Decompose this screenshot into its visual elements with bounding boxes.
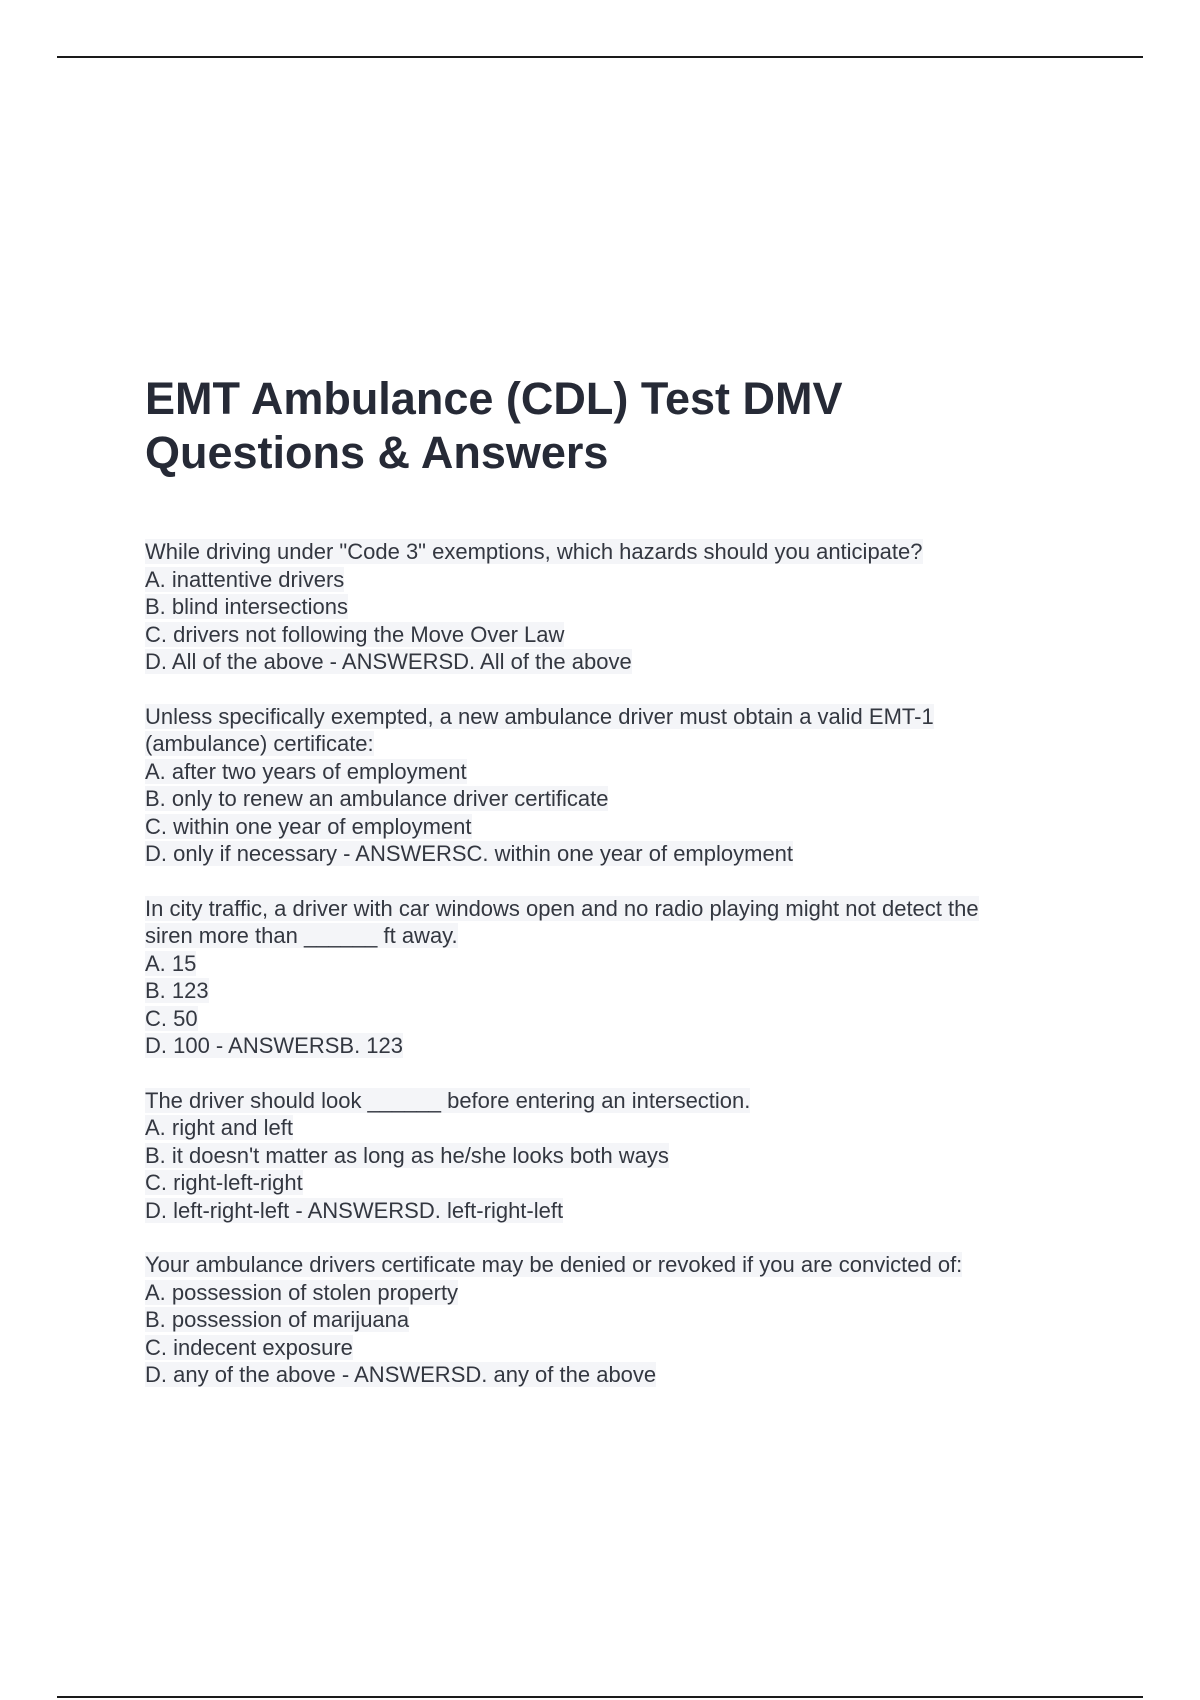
- question-text: In city traffic, a driver with car windows open and no radio playing might not detect the: [145, 895, 979, 921]
- question-block: [145, 1087, 1075, 1225]
- question-list: [145, 538, 1075, 1416]
- answer-option: A. after two years of employment: [145, 758, 467, 784]
- question-block: [145, 895, 1075, 1060]
- answer-option: A. 15: [145, 950, 197, 976]
- question-text: The driver should look ______ before entering an intersection.: [145, 1087, 751, 1113]
- question-block: [145, 703, 1075, 868]
- answer-option: C. 50: [145, 1005, 198, 1031]
- answer-option: B. possession of marijuana: [145, 1307, 410, 1332]
- answer-option: C. within one year of employment: [145, 813, 472, 839]
- answer-option: B. it doesn't matter as long as he/she looks both ways: [145, 1142, 669, 1168]
- footer-rule: [57, 1696, 1143, 1698]
- question-block: [145, 1251, 1075, 1389]
- answer-option: A. possession of stolen property: [145, 1279, 459, 1305]
- header-rule: [57, 56, 1143, 58]
- page-title-line: Questions & Answers: [145, 427, 609, 478]
- answer-option: A. right and left: [145, 1115, 293, 1140]
- answer-option: A. inattentive drivers: [145, 566, 345, 592]
- question-block: [145, 538, 1075, 676]
- answer-option-with-key: D. only if necessary - ANSWERSC. within one year of employment: [145, 841, 794, 866]
- question-text: While driving under "Code 3" exemptions, which hazards should you anticipate?: [145, 539, 923, 564]
- answer-option: C. indecent exposure: [145, 1334, 353, 1360]
- answer-option-with-key: D. left-right-left - ANSWERSD. left-right-left: [145, 1197, 564, 1223]
- answer-option-with-key: D. 100 - ANSWERSB. 123: [145, 1033, 403, 1058]
- answer-option: B. only to renew an ambulance driver certificate: [145, 786, 609, 811]
- answer-option-with-key: D. any of the above - ANSWERSD. any of the above: [145, 1362, 657, 1387]
- page-title-line: EMT Ambulance (CDL) Test DMV: [145, 373, 843, 424]
- question-text: Your ambulance drivers certificate may be denied or revoked if you are convicted of:: [145, 1252, 963, 1277]
- answer-option-with-key: D. All of the above - ANSWERSD. All of the above: [145, 649, 632, 674]
- answer-option: C. drivers not following the Move Over Law: [145, 621, 565, 647]
- question-text: Unless specifically exempted, a new ambulance driver must obtain a valid EMT-1: [145, 703, 934, 729]
- question-text: (ambulance) certificate:: [145, 731, 374, 756]
- page-title: [145, 372, 1105, 480]
- answer-option: B. blind intersections: [145, 594, 348, 619]
- answer-option: C. right-left-right: [145, 1170, 303, 1195]
- question-text: siren more than ______ ft away.: [145, 923, 458, 948]
- answer-option: B. 123: [145, 978, 209, 1003]
